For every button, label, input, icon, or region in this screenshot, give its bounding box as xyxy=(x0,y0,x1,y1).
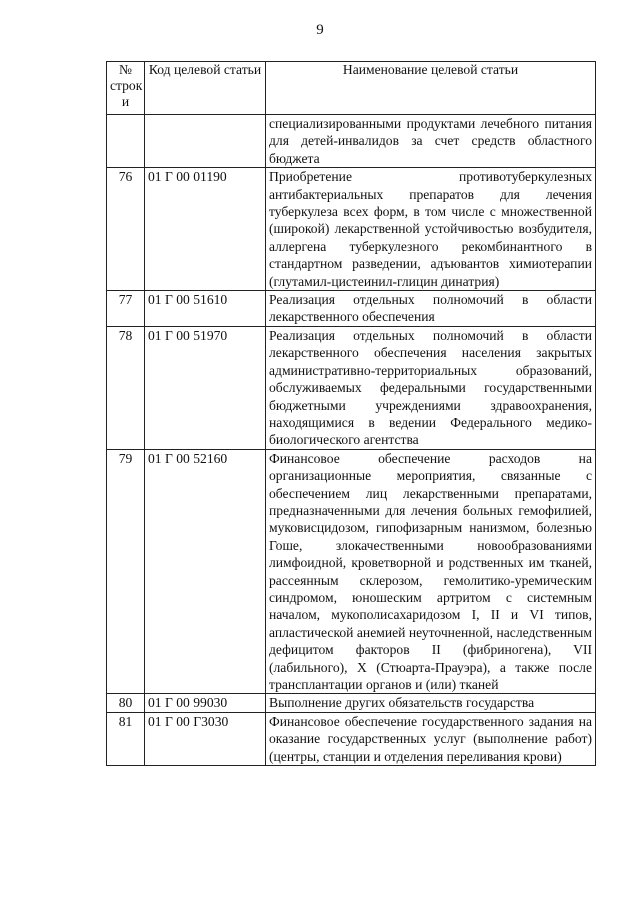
row-code: 01 Г 00 52160 xyxy=(145,449,266,694)
row-name: Реализация отдельных полномочий в области лекарственного обеспечения населения закрытых административно-территориальных образований, обслуживаемых федеральными государственными бюджетными учреждениями здравоохранения, находящимися в ведении Федерального медико-биологического агентства xyxy=(266,326,596,449)
row-code: 01 Г 00 01190 xyxy=(145,168,266,291)
table-row xyxy=(107,694,596,712)
row-number: 77 xyxy=(107,291,145,327)
table-row xyxy=(107,326,596,449)
row-number xyxy=(107,115,145,168)
row-name: Приобретение противотуберкулезных антибактериальных препаратов для лечения туберкулеза всех форм, в том числе с множественной (широкой) лекарственной устойчивостью возбудителя, аллергена туберкулезного рекомбинантного в стандартном разведении, адъювантов химиотерапии (глутамил-цистеинил-глицин динатрия) xyxy=(266,168,596,291)
table-row xyxy=(107,449,596,694)
row-name: Финансовое обеспечение государственного задания на оказание государственных услуг (выполнение работ) (центры, станции и отделения переливания крови) xyxy=(266,712,596,765)
row-code: 01 Г 00 51970 xyxy=(145,326,266,449)
target-articles-table xyxy=(106,61,596,766)
row-code: 01 Г 00 Г3030 xyxy=(145,712,266,765)
row-number: 76 xyxy=(107,168,145,291)
table-row xyxy=(107,291,596,327)
row-number: 81 xyxy=(107,712,145,765)
row-code: 01 Г 00 99030 xyxy=(145,694,266,712)
page-number: 9 xyxy=(316,22,324,38)
row-name: специализированными продуктами лечебного питания для детей-инвалидов за счет средств областного бюджета xyxy=(266,115,596,168)
row-code xyxy=(145,115,266,168)
row-number: 80 xyxy=(107,694,145,712)
header-row-number: № строк и xyxy=(107,62,145,115)
header-code: Код целевой статьи xyxy=(145,62,266,115)
table-row xyxy=(107,712,596,765)
table-row xyxy=(107,115,596,168)
row-name: Реализация отдельных полномочий в области лекарственного обеспечения xyxy=(266,291,596,327)
row-name: Выполнение других обязательств государства xyxy=(266,694,596,712)
row-name: Финансовое обеспечение расходов на организационные мероприятия, связанные с обеспечением лиц лекарственными препаратами, предназначенными для лечения больных гемофилией, муковисцидозом, гипофизарным нанизмом, болезнью Гоше, злокачественными новообразованиями лимфоидной, кроветворной и родственных им тканей, рассеянным склерозом, гемолитико-уремическим синдромом, юношеским артритом с системным началом, мукополисахаридозом I, II и VI типов, апластической анемией неуточненной, наследственным дефицитом факторов II (фибриногена), VII (лабильного), X (Стюарта-Прауэра), а также после трансплантации органов и (или) тканей xyxy=(266,449,596,694)
table-row xyxy=(107,168,596,291)
row-number: 79 xyxy=(107,449,145,694)
header-name: Наименование целевой статьи xyxy=(266,62,596,115)
row-code: 01 Г 00 51610 xyxy=(145,291,266,327)
row-number: 78 xyxy=(107,326,145,449)
table-header-row xyxy=(107,62,596,115)
